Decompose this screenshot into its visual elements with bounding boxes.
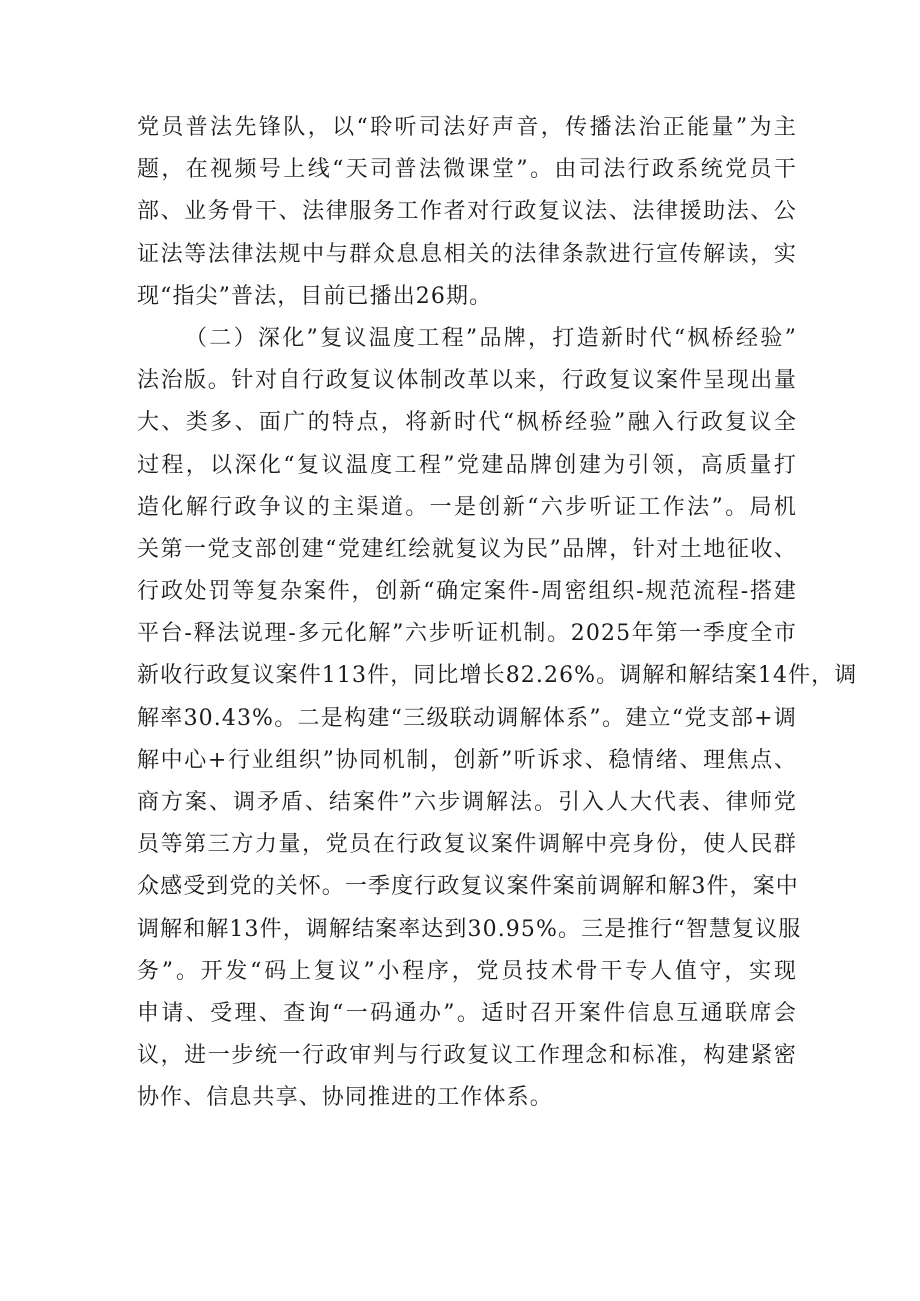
text-line: 关第一党支部创建“党建红绘就复议为民”品牌，针对土地征收、 xyxy=(137,536,797,562)
text-line: 题，在视频号上线“天司普法微课堂”。由司法行政系统党员干 xyxy=(137,157,797,183)
text-line: 员等第三方力量，党员在行政复议案件调解中亮身份，使人民群 xyxy=(137,832,797,858)
text-line: 商方案、调矛盾、结案件”六步调解法。引入人大代表、律师党 xyxy=(137,790,797,815)
text-line: 大、类多、面广的特点，将新时代“枫桥经验”融入行政复议全 xyxy=(137,410,797,436)
text-line: 议，进一步统一行政审判与行政复议工作理念和标准，构建紧密 xyxy=(137,1043,797,1069)
text-line: 造化解行政争议的主渠道。一是创新“六步听证工作法”。局机 xyxy=(137,494,797,520)
text-line: 解中心+行业组织”协同机制，创新”听诉求、稳情绪、理焦点、 xyxy=(137,747,797,773)
text-line: 过程，以深化“复议温度工程”党建品牌创建为引领，高质量打 xyxy=(137,452,797,478)
text-line: 申请、受理、查询“一码通办”。适时召开案件信息互通联席会 xyxy=(137,1000,797,1026)
text-line: 务”。开发“码上复议”小程序，党员技术骨干专人值守，实现 xyxy=(137,958,797,984)
text-line: 协作、信息共享、协同推进的工作体系。 xyxy=(137,1085,553,1111)
document-body xyxy=(137,107,858,1120)
text-line: 众感受到党的关怀。一季度行政复议案件案前调解和解3件，案中 xyxy=(137,874,799,900)
text-line: 证法等法律法规中与群众息息相关的法律条款进行宣传解读，实 xyxy=(137,241,797,267)
text-line: 党员普法先锋队，以“聆听司法好声音，传播法治正能量”为主 xyxy=(137,115,797,140)
text-line: 行政处罚等复杂案件，创新“确定案件-周密组织-规范流程-搭建 xyxy=(137,579,797,605)
text-line: 解率30.43%。二是构建“三级联动调解体系”。建立“党支部+调 xyxy=(137,705,797,731)
paragraph-1 xyxy=(137,107,797,318)
section-heading-line: （二）深化”复议温度工程”品牌，打造新时代“枫桥经验” xyxy=(185,325,797,351)
text-line: 平台-释法说理-多元化解”六步听证机制。2025年第一季度全市 xyxy=(137,621,797,647)
text-line: 部、业务骨干、法律服务工作者对行政复议法、法律援助法、公 xyxy=(137,199,797,225)
text-line: 新收行政复议案件113件，同比增长82.26%。调解和解结案14件，调 xyxy=(137,663,858,689)
text-line: 现“指尖”普法，目前已播出26期。 xyxy=(137,283,493,309)
text-line: 法治版。针对自行政复议体制改革以来，行政复议案件呈现出量 xyxy=(137,368,797,394)
text-line: 调解和解13件，调解结案率达到30.95%。三是推行“智慧复议服 xyxy=(137,916,802,942)
paragraph-2 xyxy=(137,318,858,1120)
